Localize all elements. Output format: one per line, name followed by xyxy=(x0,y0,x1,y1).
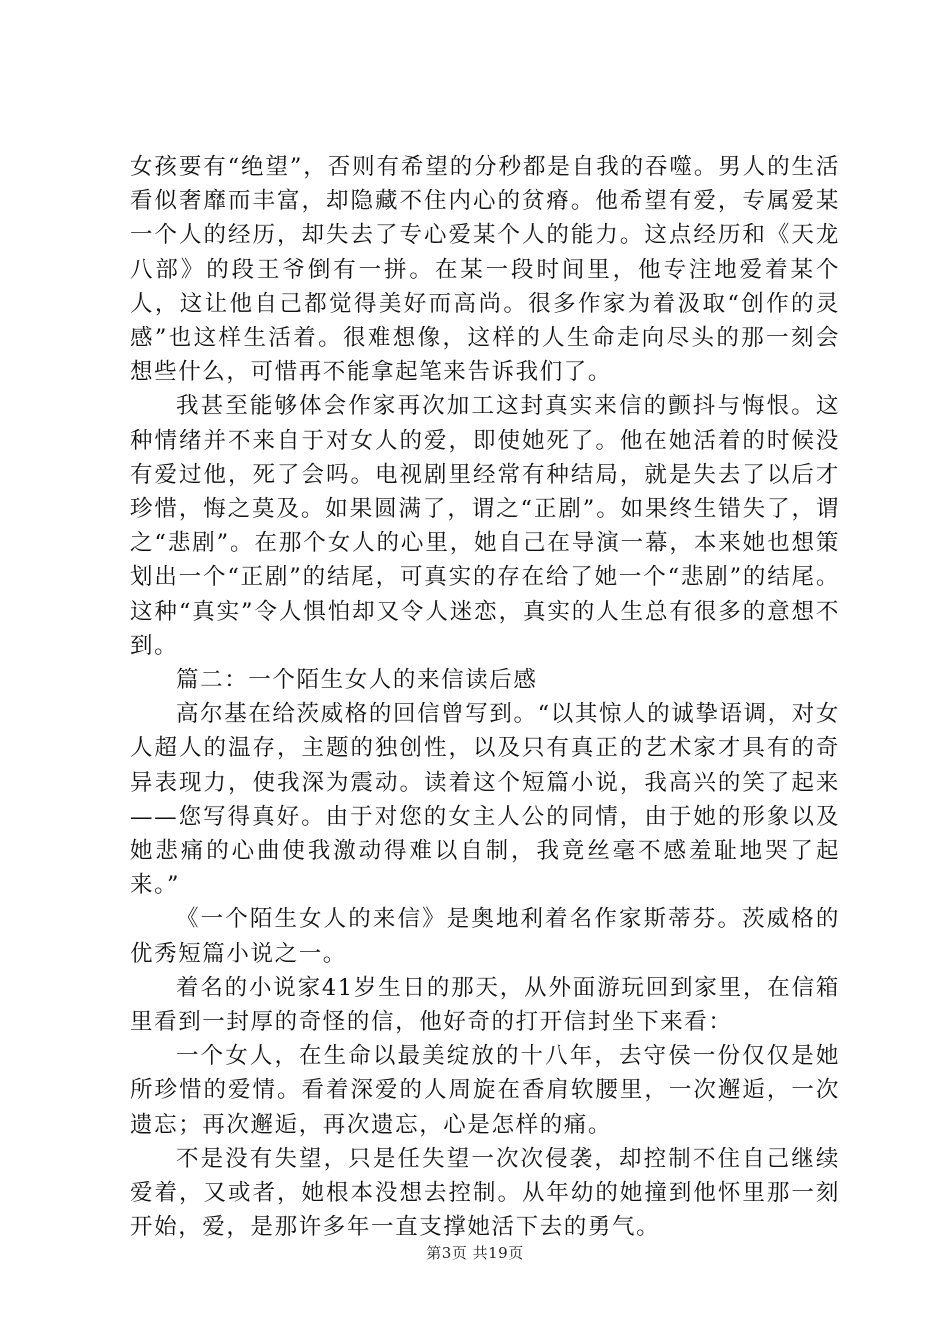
paragraph: 女孩要有“绝望”，否则有希望的分秒都是自我的吞噬。男人的生活看似奢靡而丰富，却隐藏不住内心的贫瘠。他希望有爱，专属爱某一个人的经历，却失去了专心爱某个人的能力。这点经历和《天龙八部》的段王爷倒有一拼。在某一段时间里，他专注地爱着某个人，这让他自己都觉得美好而高尚。很多作家为着汲取“创作的灵感”也这样生活着。很难想像，这样的人生命走向尽头的那一刻会想些什么，可惜再不能拿起笔来告诉我们了。 xyxy=(130,154,840,386)
body-text xyxy=(130,150,840,1245)
paragraph: 一个女人，在生命以最美绽放的十八年，去守侯一份仅仅是她所珍惜的爱情。看着深爱的人周旋在香肩软腰里，一次邂逅，一次遗忘；再次邂逅，再次遗忘，心是怎样的痛。 xyxy=(130,1043,840,1138)
section-heading: 篇二：一个陌生女人的来信读后感 xyxy=(176,667,538,694)
paragraph: 不是没有失望，只是任失望一次次侵袭，却控制不住自己继续爱着，又或者，她根本没想去控制。从年幼的她撞到他怀里那一刻开始，爱，是那许多年一直支撑她活下去的勇气。 xyxy=(130,1145,840,1241)
paragraph: 我甚至能够体会作家再次加工这封真实来信的颤抖与悔恨。这种情绪并不来自于对女人的爱，即使她死了。他在她活着的时候没有爱过他，死了会吗。电视剧里经常有种结局，就是失去了以后才珍惜，悔之莫及。如果圆满了，谓之“正剧”。如果终生错失了，谓之“悲剧”。在那个女人的心里，她自己在导演一幕，本来她也想策划出一个“正剧”的结尾，可真实的存在给了她一个“悲剧”的结尾。这种“真实”令人惧怕却又令人迷恋，真实的人生总有很多的意想不到。 xyxy=(130,393,840,659)
page-number: 第3页 共19页 xyxy=(426,1244,524,1262)
paragraph: 高尔基在给茨威格的回信曾写到。“以其惊人的诚挚语调，对女人超人的温存，主题的独创性，以及只有真正的艺术家才具有的奇异表现力，使我深为震动。读着这个短篇小说，我高兴的笑了起来——您写得真好。由于对您的女主人公的同情，由于她的形象以及她悲痛的心曲使我激动得难以自制，我竟丝毫不感羞耻地哭了起来。” xyxy=(130,701,840,899)
paragraph: 《一个陌生女人的来信》是奥地利着名作家斯蒂芬。茨威格的优秀短篇小说之一。 xyxy=(130,906,840,967)
paragraph: 着名的小说家41岁生日的那天，从外面游玩回到家里，在信箱里看到一封厚的奇怪的信，他好奇的打开信封坐下来看： xyxy=(130,974,840,1036)
